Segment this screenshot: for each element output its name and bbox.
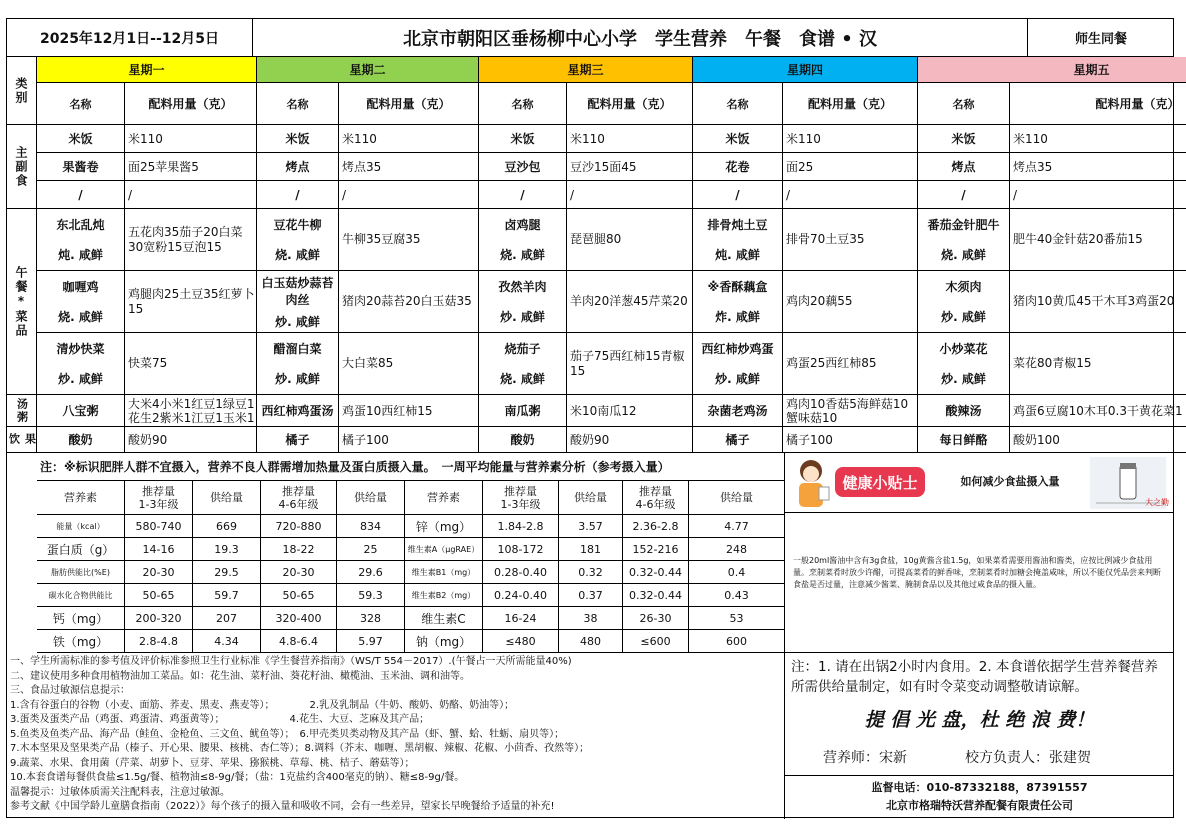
dish-method: 烧. 咸鲜 bbox=[500, 372, 545, 387]
nutrition-cell: 4.77 bbox=[689, 515, 785, 538]
staple-name: 烤点 bbox=[257, 153, 339, 181]
col-name-header: 名称 bbox=[479, 83, 567, 125]
health-tip-body: 一般20ml酱油中含有3g食盐，10g黄酱含盐1.5g，如果菜肴需要用酱油和酱类，应按比例减少食盐用量。烹制菜肴时放少许醋，可提高菜肴的鲜香味，烹制菜肴时加糖会掩盖咸味，所以不能仅凭品尝来判断食盐是否过量，注意减少酱菜、腌制食品以及其他过咸食品的摄入量。 bbox=[785, 513, 1174, 653]
dish-cell bbox=[693, 271, 783, 333]
dish-method: 烧. 咸鲜 bbox=[275, 248, 320, 263]
dish-name: 清炒快菜 bbox=[56, 341, 105, 356]
staple-ingredients: 米110 bbox=[567, 125, 693, 153]
dish-ingredients: 猪肉20蒜苔20白玉菇35 bbox=[339, 271, 479, 333]
nutrition-cell: 207 bbox=[193, 607, 261, 630]
dish-name: 番茄金针肥牛 bbox=[927, 217, 1000, 232]
nutrition-cell: 0.37 bbox=[559, 584, 623, 607]
nutrition-cell: 0.4 bbox=[689, 561, 785, 584]
soup-name: 杂菌老鸡汤 bbox=[693, 395, 783, 427]
staple-ingredients: / bbox=[125, 181, 257, 209]
nutrition-cell: 669 bbox=[193, 515, 261, 538]
footer-note-line: 3.蛋类及蛋类产品（鸡蛋、鸡蛋清、鸡蛋黄等）； 4.花生、大豆、芝麻及其产品； bbox=[10, 714, 430, 725]
dish-ingredients: 茄子75西红柿15青椒15 bbox=[567, 333, 693, 395]
day-header: 星期四 bbox=[693, 57, 918, 83]
soup-name: 南瓜粥 bbox=[479, 395, 567, 427]
staple-name: 花卷 bbox=[693, 153, 783, 181]
nutrition-cell: 铁（mg） bbox=[37, 630, 125, 653]
nutrition-cell: 600 bbox=[689, 630, 785, 653]
category-soup: 汤粥 bbox=[7, 395, 37, 427]
nutrition-cell: 18-22 bbox=[261, 538, 337, 561]
nutrition-cell: 59.3 bbox=[337, 584, 405, 607]
dish-method: 炒. 咸鲜 bbox=[58, 372, 103, 387]
dish-ingredients: 排骨70土豆35 bbox=[783, 209, 918, 271]
dish-ingredients: 鸡蛋25西红柿85 bbox=[783, 333, 918, 395]
dish-method: 炖. 咸鲜 bbox=[715, 248, 760, 263]
nutrition-cell: 钠（mg） bbox=[405, 630, 483, 653]
dish-ingredients: 菜花80青椒15 bbox=[1010, 333, 1186, 395]
staple-name: 米饭 bbox=[918, 125, 1010, 153]
company: 北京市格瑞特沃营养配餐有限责任公司 bbox=[886, 799, 1073, 812]
nutrition-cell: 16-24 bbox=[483, 607, 559, 630]
soup-ingredients: 鸡蛋6豆腐10木耳0.3干黄花菜1 bbox=[1010, 395, 1186, 427]
health-tip-banner bbox=[785, 453, 1174, 513]
dish-ingredients: 五花肉35茄子20白菜30宽粉15豆泡15 bbox=[125, 209, 257, 271]
dish-name: 排骨炖土豆 bbox=[707, 217, 768, 232]
dairy-ingredients: 橘子100 bbox=[339, 427, 479, 453]
dish-cell bbox=[693, 333, 783, 395]
col-name-header: 名称 bbox=[918, 83, 1010, 125]
dish-ingredients: 鸡腿肉25土豆35红萝卜15 bbox=[125, 271, 257, 333]
nutrition-cell: 2.8-4.8 bbox=[125, 630, 193, 653]
dish-cell bbox=[37, 333, 125, 395]
staple-ingredients: / bbox=[339, 181, 479, 209]
dish-cell bbox=[257, 209, 339, 271]
dairy-ingredients: 酸奶90 bbox=[567, 427, 693, 453]
category-staple: 主副食 bbox=[7, 125, 37, 209]
dish-cell bbox=[257, 271, 339, 333]
slogan: 提 倡 光 盘，杜 绝 浪 费！ bbox=[864, 709, 1095, 731]
footer-note-line: 二、建议使用多种食用植物油加工菜品。如：花生油、菜籽油、葵花籽油、橄榄油、玉米油、调和油等。 bbox=[10, 670, 470, 682]
nutrition-cell: 能量（kcal） bbox=[37, 515, 125, 538]
soup-ingredients: 鸡肉10香菇5海鲜菇10蟹味菇10 bbox=[783, 395, 918, 427]
dish-ingredients: 快菜75 bbox=[125, 333, 257, 395]
nutrition-cell: 59.7 bbox=[193, 584, 261, 607]
nutrition-cell: 20-30 bbox=[125, 561, 193, 584]
nutrition-cell: 29.6 bbox=[337, 561, 405, 584]
right-notes bbox=[785, 653, 1174, 819]
dairy-name: 酸奶 bbox=[479, 427, 567, 453]
nutrition-cell: 4.34 bbox=[193, 630, 261, 653]
staple-ingredients: 面25苹果酱5 bbox=[125, 153, 257, 181]
nutrition-cell: 720-880 bbox=[261, 515, 337, 538]
nutrition-cell: ≤480 bbox=[483, 630, 559, 653]
nutrition-cell: 20-30 bbox=[261, 561, 337, 584]
staple-name: / bbox=[257, 181, 339, 209]
footer-note-line: 一、学生所需标准的参考值及评价标准参照卫生行业标准《学生餐营养指南》（WS/T 554－2017）.(午餐占一天所需能量40%) bbox=[10, 656, 572, 667]
footer-note-line: 5.鱼类及鱼类产品、海产品（鲑鱼、金枪鱼、三文鱼、鱿鱼等）； 6.甲壳类贝类动物及其产品（虾、蟹、蛤、牡蛎、扇贝等）； bbox=[10, 728, 565, 740]
dairy-name: 橘子 bbox=[693, 427, 783, 453]
dish-cell bbox=[479, 271, 567, 333]
dish-ingredients: 肥牛40金针菇20番茄15 bbox=[1010, 209, 1186, 271]
col-ingredients-header: 配料用量（克） bbox=[339, 83, 479, 125]
category-header: 类别 bbox=[7, 57, 37, 125]
nutrition-header: 推荐量 1-3年级 bbox=[125, 481, 193, 515]
dish-name: 卤鸡腿 bbox=[504, 217, 541, 232]
dish-method: 炸. 咸鲜 bbox=[715, 310, 760, 325]
nutrition-cell: ≤600 bbox=[623, 630, 689, 653]
nutrition-header: 营养素 bbox=[405, 481, 483, 515]
dish-method: 炒. 咸鲜 bbox=[275, 314, 320, 329]
dish-ingredients: 羊肉20洋葱45芹菜20 bbox=[567, 271, 693, 333]
category-dairy: 果饮 bbox=[7, 427, 37, 453]
dish-cell bbox=[918, 333, 1010, 395]
nutrition-cell: 4.8-6.4 bbox=[261, 630, 337, 653]
dish-cell bbox=[918, 271, 1010, 333]
dish-ingredients: 牛柳35豆腐35 bbox=[339, 209, 479, 271]
nutrition-cell: 0.24-0.40 bbox=[483, 584, 559, 607]
dish-cell bbox=[479, 333, 567, 395]
dish-cell bbox=[257, 333, 339, 395]
footer-note-line: 9.蔬菜、水果、食用菌（芹菜、胡萝卜、豆芽、苹果、猕猴桃、草莓、桃、桔子、蘑菇等）； bbox=[10, 757, 415, 769]
nutrition-header: 推荐量 4-6年级 bbox=[261, 481, 337, 515]
meal-notice: 注：1. 请在出锅2小时内食用。2. 本食谱依据学生营养餐营养所需供给量制定，如有时令菜变动调整敬请谅解。 bbox=[791, 659, 1158, 695]
staple-ingredients: 豆沙15面45 bbox=[567, 153, 693, 181]
dietitian: 营养师：宋新 bbox=[823, 750, 907, 766]
health-tip-badge: 健康小贴士 bbox=[835, 467, 925, 497]
footer-note-line: 三、食品过敏源信息提示： bbox=[10, 685, 130, 696]
dairy-ingredients: 橘子100 bbox=[783, 427, 918, 453]
staple-name: / bbox=[37, 181, 125, 209]
col-ingredients-header: 配料用量（克） bbox=[1010, 83, 1186, 125]
staple-ingredients: 米110 bbox=[783, 125, 918, 153]
staple-name: 烤点 bbox=[918, 153, 1010, 181]
nutrition-header: 供给量 bbox=[559, 481, 623, 515]
staple-ingredients: 烤点35 bbox=[339, 153, 479, 181]
dish-ingredients: 大白菜85 bbox=[339, 333, 479, 395]
staple-ingredients: / bbox=[1010, 181, 1186, 209]
nutrition-cell: 328 bbox=[337, 607, 405, 630]
footer-note-line: 参考文献《中国学龄儿童膳食指南（2022）》每个孩子的摄入量和吸收不同，会有一些差异，望家长早晚餐给予适量的补充! bbox=[10, 801, 555, 812]
nutrition-cell: 0.32 bbox=[559, 561, 623, 584]
nutrition-cell: 29.5 bbox=[193, 561, 261, 584]
nutrition-header: 供给量 bbox=[689, 481, 785, 515]
dish-ingredients: 鸡肉20藕55 bbox=[783, 271, 918, 333]
dish-name: 咖喱鸡 bbox=[62, 279, 99, 294]
nutrition-cell: 181 bbox=[559, 538, 623, 561]
footer-note-line: 10.本套食谱每餐供食盐≤1.5g/餐、植物油≤8-9g/餐；（盐：1克盐约含400毫克的钠）、糖≤8-9g/餐。 bbox=[10, 772, 465, 783]
dish-method: 炒. 咸鲜 bbox=[500, 310, 545, 325]
nutrition-cell: 5.97 bbox=[337, 630, 405, 653]
nutrition-cell: 蛋白质（g） bbox=[37, 538, 125, 561]
health-tip-heading: 如何减少食盐摄入量 bbox=[960, 475, 1060, 488]
footer-note-line: 7.木本坚果及坚果类产品（榛子、开心果、腰果、核桃、杏仁等）；8.调料（芥末、咖喱、黑胡椒、辣椒、花椒、小茴香、孜然等）； bbox=[10, 743, 590, 754]
nutrition-cell: 580-740 bbox=[125, 515, 193, 538]
nutrition-cell: 38 bbox=[559, 607, 623, 630]
dish-method: 烧. 咸鲜 bbox=[941, 248, 986, 263]
nutrition-cell: 0.43 bbox=[689, 584, 785, 607]
dairy-name: 橘子 bbox=[257, 427, 339, 453]
footer-note-line: 温馨提示：过敏体质需关注配料表，注意过敏源。 bbox=[10, 786, 230, 798]
staple-ingredients: / bbox=[567, 181, 693, 209]
school-rep: 校方负责人：张建贺 bbox=[965, 750, 1091, 766]
staple-ingredients: 米110 bbox=[1010, 125, 1186, 153]
nutrition-cell: 834 bbox=[337, 515, 405, 538]
dish-method: 烧. 咸鲜 bbox=[58, 310, 103, 325]
dish-method: 炖. 咸鲜 bbox=[58, 248, 103, 263]
dish-cell bbox=[479, 209, 567, 271]
dining-note: 师生同餐 bbox=[1028, 19, 1174, 57]
staple-name: / bbox=[479, 181, 567, 209]
dish-name: 白玉菇炒蒜苔肉丝 bbox=[261, 275, 334, 307]
soup-name: 西红柿鸡蛋汤 bbox=[257, 395, 339, 427]
staple-name: 米饭 bbox=[37, 125, 125, 153]
col-ingredients-header: 配料用量（克） bbox=[125, 83, 257, 125]
nutrition-cell: 25 bbox=[337, 538, 405, 561]
nutrition-cell: 2.36-2.8 bbox=[623, 515, 689, 538]
nutrition-header: 推荐量 1-3年级 bbox=[483, 481, 559, 515]
dairy-name: 酸奶 bbox=[37, 427, 125, 453]
day-header: 星期五 bbox=[918, 57, 1186, 83]
nutrition-cell: 0.32-0.44 bbox=[623, 584, 689, 607]
nutrition-cell: 53 bbox=[689, 607, 785, 630]
staple-ingredients: 烤点35 bbox=[1010, 153, 1186, 181]
teacher-icon bbox=[789, 457, 833, 509]
dish-method: 炒. 咸鲜 bbox=[275, 372, 320, 387]
dairy-name: 每日鲜酪 bbox=[918, 427, 1010, 453]
nutrition-header: 供给量 bbox=[337, 481, 405, 515]
dish-cell bbox=[37, 271, 125, 333]
nutrition-cell: 0.32-0.44 bbox=[623, 561, 689, 584]
col-ingredients-header: 配料用量（克） bbox=[567, 83, 693, 125]
soup-ingredients: 鸡蛋10西红柿15 bbox=[339, 395, 479, 427]
nutrition-cell: 248 bbox=[689, 538, 785, 561]
nutrition-header: 供给量 bbox=[193, 481, 261, 515]
staple-name: 豆沙包 bbox=[479, 153, 567, 181]
dish-method: 炒. 咸鲜 bbox=[941, 372, 986, 387]
staple-name: 米饭 bbox=[479, 125, 567, 153]
day-header: 星期二 bbox=[257, 57, 479, 83]
dish-cell bbox=[693, 209, 783, 271]
hotline: 监督电话：010-87332188，87391557 bbox=[871, 781, 1088, 794]
staple-name: / bbox=[918, 181, 1010, 209]
soup-name: 酸辣汤 bbox=[918, 395, 1010, 427]
nutrition-header: 营养素 bbox=[37, 481, 125, 515]
day-header: 星期三 bbox=[479, 57, 693, 83]
nutrition-cell: 0.28-0.40 bbox=[483, 561, 559, 584]
staple-name: / bbox=[693, 181, 783, 209]
nutrition-note: 注：※标识肥胖人群不宜摄入，营养不良人群需增加热量及蛋白质摄入量。 一周平均能量与营养素分析（参考摄入量） bbox=[37, 453, 785, 481]
nutrition-cell: 26-30 bbox=[623, 607, 689, 630]
nutrition-cell: 维生素A（μgRAE） bbox=[405, 538, 483, 561]
nutrition-cell: 50-65 bbox=[261, 584, 337, 607]
nutrition-cell: 108-172 bbox=[483, 538, 559, 561]
nutrition-cell: 维生素C bbox=[405, 607, 483, 630]
staple-name: 米饭 bbox=[257, 125, 339, 153]
soup-ingredients: 大米4小米1红豆1绿豆1花生2紫米1江豆1玉米1 bbox=[125, 395, 257, 427]
nutrition-header: 推荐量 4-6年级 bbox=[623, 481, 689, 515]
page-title: 北京市朝阳区垂杨柳中心小学 学生营养 午餐 食谱 • 汉 bbox=[253, 19, 1028, 57]
col-name-header: 名称 bbox=[257, 83, 339, 125]
footer-note-line: 1.含有谷蛋白的谷物（小麦、面筋、荞麦、黑麦、燕麦等）； 2.乳及乳制品（牛奶、酸奶、奶酪、奶油等）； bbox=[10, 699, 515, 711]
col-ingredients-header: 配料用量（克） bbox=[783, 83, 918, 125]
staple-ingredients: 米110 bbox=[339, 125, 479, 153]
dish-name: 木须肉 bbox=[945, 279, 982, 294]
nutrition-cell: 脂肪供能比(%E) bbox=[37, 561, 125, 584]
category-lunch: 午餐*菜品 bbox=[7, 209, 37, 395]
menu-sheet bbox=[6, 18, 1183, 818]
nutrition-cell: 152-216 bbox=[623, 538, 689, 561]
dish-method: 烧. 咸鲜 bbox=[500, 248, 545, 263]
dish-method: 炒. 咸鲜 bbox=[715, 372, 760, 387]
col-name-header: 名称 bbox=[693, 83, 783, 125]
dairy-ingredients: 酸奶90 bbox=[125, 427, 257, 453]
dish-ingredients: 琵琶腿80 bbox=[567, 209, 693, 271]
dish-name: 烧茄子 bbox=[504, 341, 541, 356]
nutrition-cell: 碳水化合物供能比 bbox=[37, 584, 125, 607]
nutrition-cell: 维生素B2（mg） bbox=[405, 584, 483, 607]
nutrition-cell: 320-400 bbox=[261, 607, 337, 630]
dish-name: ※香酥藕盒 bbox=[707, 279, 768, 294]
staple-ingredients: 米110 bbox=[125, 125, 257, 153]
nutrition-cell: 钙（mg） bbox=[37, 607, 125, 630]
soup-ingredients: 米10南瓜12 bbox=[567, 395, 693, 427]
date-range: 2025年12月1日--12月5日 bbox=[7, 19, 253, 57]
nutrition-cell: 50-65 bbox=[125, 584, 193, 607]
dish-method: 炒. 咸鲜 bbox=[941, 310, 986, 325]
nutrition-cell: 1.84-2.8 bbox=[483, 515, 559, 538]
dish-name: 小炒菜花 bbox=[939, 341, 988, 356]
nutrition-cell: 3.57 bbox=[559, 515, 623, 538]
nutrition-cell: 锌（mg） bbox=[405, 515, 483, 538]
health-tip-sign: 大之勤 bbox=[1145, 498, 1169, 507]
footer-notes bbox=[7, 653, 785, 819]
dish-cell bbox=[37, 209, 125, 271]
dish-name: 醋溜白菜 bbox=[273, 341, 322, 356]
staple-name: 果酱卷 bbox=[37, 153, 125, 181]
dish-name: 孜然羊肉 bbox=[498, 279, 547, 294]
staple-name: 米饭 bbox=[693, 125, 783, 153]
dish-name: 豆花牛柳 bbox=[273, 217, 322, 232]
dish-cell bbox=[918, 209, 1010, 271]
nutrition-cell: 维生素B1（mg） bbox=[405, 561, 483, 584]
nutrition-cell: 200-320 bbox=[125, 607, 193, 630]
dairy-ingredients: 酸奶100 bbox=[1010, 427, 1186, 453]
dish-name: 西红柿炒鸡蛋 bbox=[701, 341, 774, 356]
day-header: 星期一 bbox=[37, 57, 257, 83]
dish-ingredients: 猪肉10黄瓜45干木耳3鸡蛋20 bbox=[1010, 271, 1186, 333]
col-name-header: 名称 bbox=[37, 83, 125, 125]
nutrition-cell: 14-16 bbox=[125, 538, 193, 561]
soup-name: 八宝粥 bbox=[37, 395, 125, 427]
staple-ingredients: / bbox=[783, 181, 918, 209]
nutrition-cell: 480 bbox=[559, 630, 623, 653]
dish-name: 东北乱炖 bbox=[56, 217, 105, 232]
staple-ingredients: 面25 bbox=[783, 153, 918, 181]
nutrition-cell: 19.3 bbox=[193, 538, 261, 561]
